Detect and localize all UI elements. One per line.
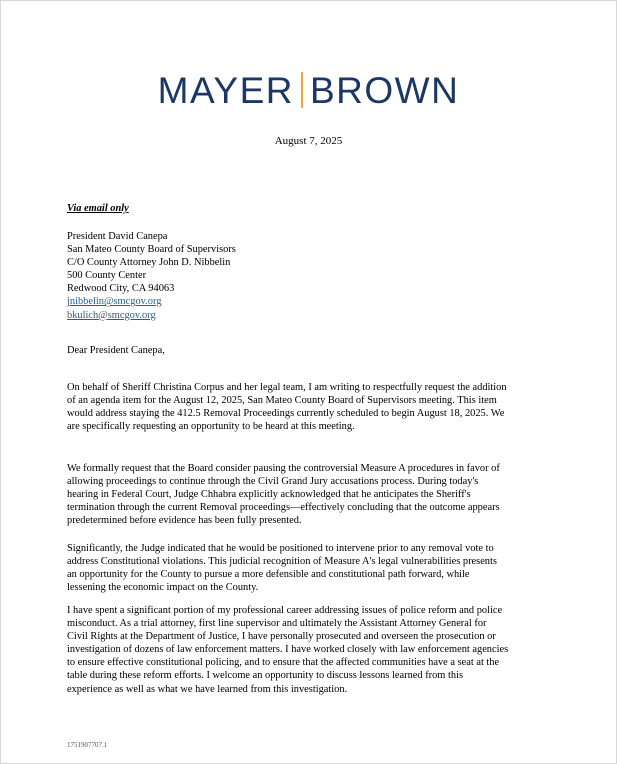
- recipient-line: San Mateo County Board of Supervisors: [67, 244, 236, 256]
- paragraph-line: table during these reform efforts. I welcome an opportunity to discuss lessons learned from this: [67, 670, 464, 682]
- paragraph-line: lessening the economic impact on the County.: [67, 582, 259, 594]
- logo-word-mayer: MAYER: [157, 69, 294, 111]
- paragraph-line: hearing in Federal Court, Judge Chhabra explicitly acknowledged that he anticipates the Sheriff's: [67, 489, 471, 501]
- paragraph-line: Significantly, the Judge indicated that he would be positioned to intervene prior to any removal vote to: [67, 543, 494, 554]
- paragraph-line: address Constitutional violations. This judicial recognition of Measure A's legal vulnerabilities presents: [67, 556, 497, 568]
- email-link-kulich[interactable]: bkulich@smcgov.org: [67, 309, 156, 321]
- paragraph-line: On behalf of Sheriff Christina Corpus and her legal team, I am writing to respectfully request the addition: [67, 382, 507, 393]
- recipient-address: [67, 230, 557, 322]
- paragraph-line: of an agenda item for the August 12, 2025, San Mateo County Board of Supervisors meeting. This item: [67, 395, 497, 407]
- recipient-line: C/O County Attorney John D. Nibbelin: [67, 257, 231, 269]
- paragraph-line: investigation of dozens of law enforcement matters. I have worked closely with law enforcement agencies: [67, 644, 509, 656]
- paragraph-line: misconduct. As a trial attorney, first line supervisor and ultimately the Assistant Attorney General for: [67, 618, 487, 630]
- salutation: Dear President Canepa,: [67, 345, 165, 356]
- logo-word-brown: BROWN: [310, 69, 460, 111]
- paragraph-experience: [67, 604, 557, 696]
- mayer-brown-logo: [0, 68, 617, 112]
- paragraph-line: to ensure effective constitutional policing, and to ensure that the affected communities have a seat at the: [67, 657, 500, 669]
- paragraph-line: an opportunity for the County to pursue a more defensible and constitutional path forward, while: [67, 569, 470, 581]
- paragraph-judge: [67, 542, 557, 594]
- paragraph-measure-a: [67, 462, 557, 527]
- recipient-line: Redwood City, CA 94063: [67, 283, 175, 295]
- paragraph-line: We formally request that the Board consider pausing the controversial Measure A procedures in favor of: [67, 463, 500, 474]
- paragraph-line: are specifically requesting an opportunity to be heard at this meeting.: [67, 421, 355, 433]
- paragraph-line: termination through the current Removal proceedings—effectively concluding that the outcome appears: [67, 502, 500, 514]
- paragraph-request: [67, 381, 557, 433]
- recipient-line: President David Canepa: [67, 231, 168, 242]
- document-id: 1751907707.1: [67, 741, 108, 749]
- paragraph-line: experience as well as what we have learned from this investigation.: [67, 683, 348, 695]
- email-link-nibbelin[interactable]: jnibbelin@smcgov.org: [67, 296, 162, 308]
- paragraph-line: would address staying the 412.5 Removal Proceedings currently scheduled to begin August 18, 2025. We: [67, 408, 505, 420]
- paragraph-line: allowing proceedings to continue through the Civil Grand Jury accusations process. During today's: [67, 476, 479, 488]
- delivery-method: Via email only: [67, 203, 129, 214]
- logo-separator: [301, 72, 303, 108]
- paragraph-line: I have spent a significant portion of my professional career addressing issues of police reform and police: [67, 605, 503, 616]
- paragraph-line: predetermined before evidence has been fully presented.: [67, 515, 302, 527]
- letter-date: August 7, 2025: [274, 135, 343, 147]
- paragraph-line: Civil Rights at the Department of Justice, I have personally prosecuted and overseen the prosecution or: [67, 631, 496, 643]
- recipient-line: 500 County Center: [67, 270, 147, 282]
